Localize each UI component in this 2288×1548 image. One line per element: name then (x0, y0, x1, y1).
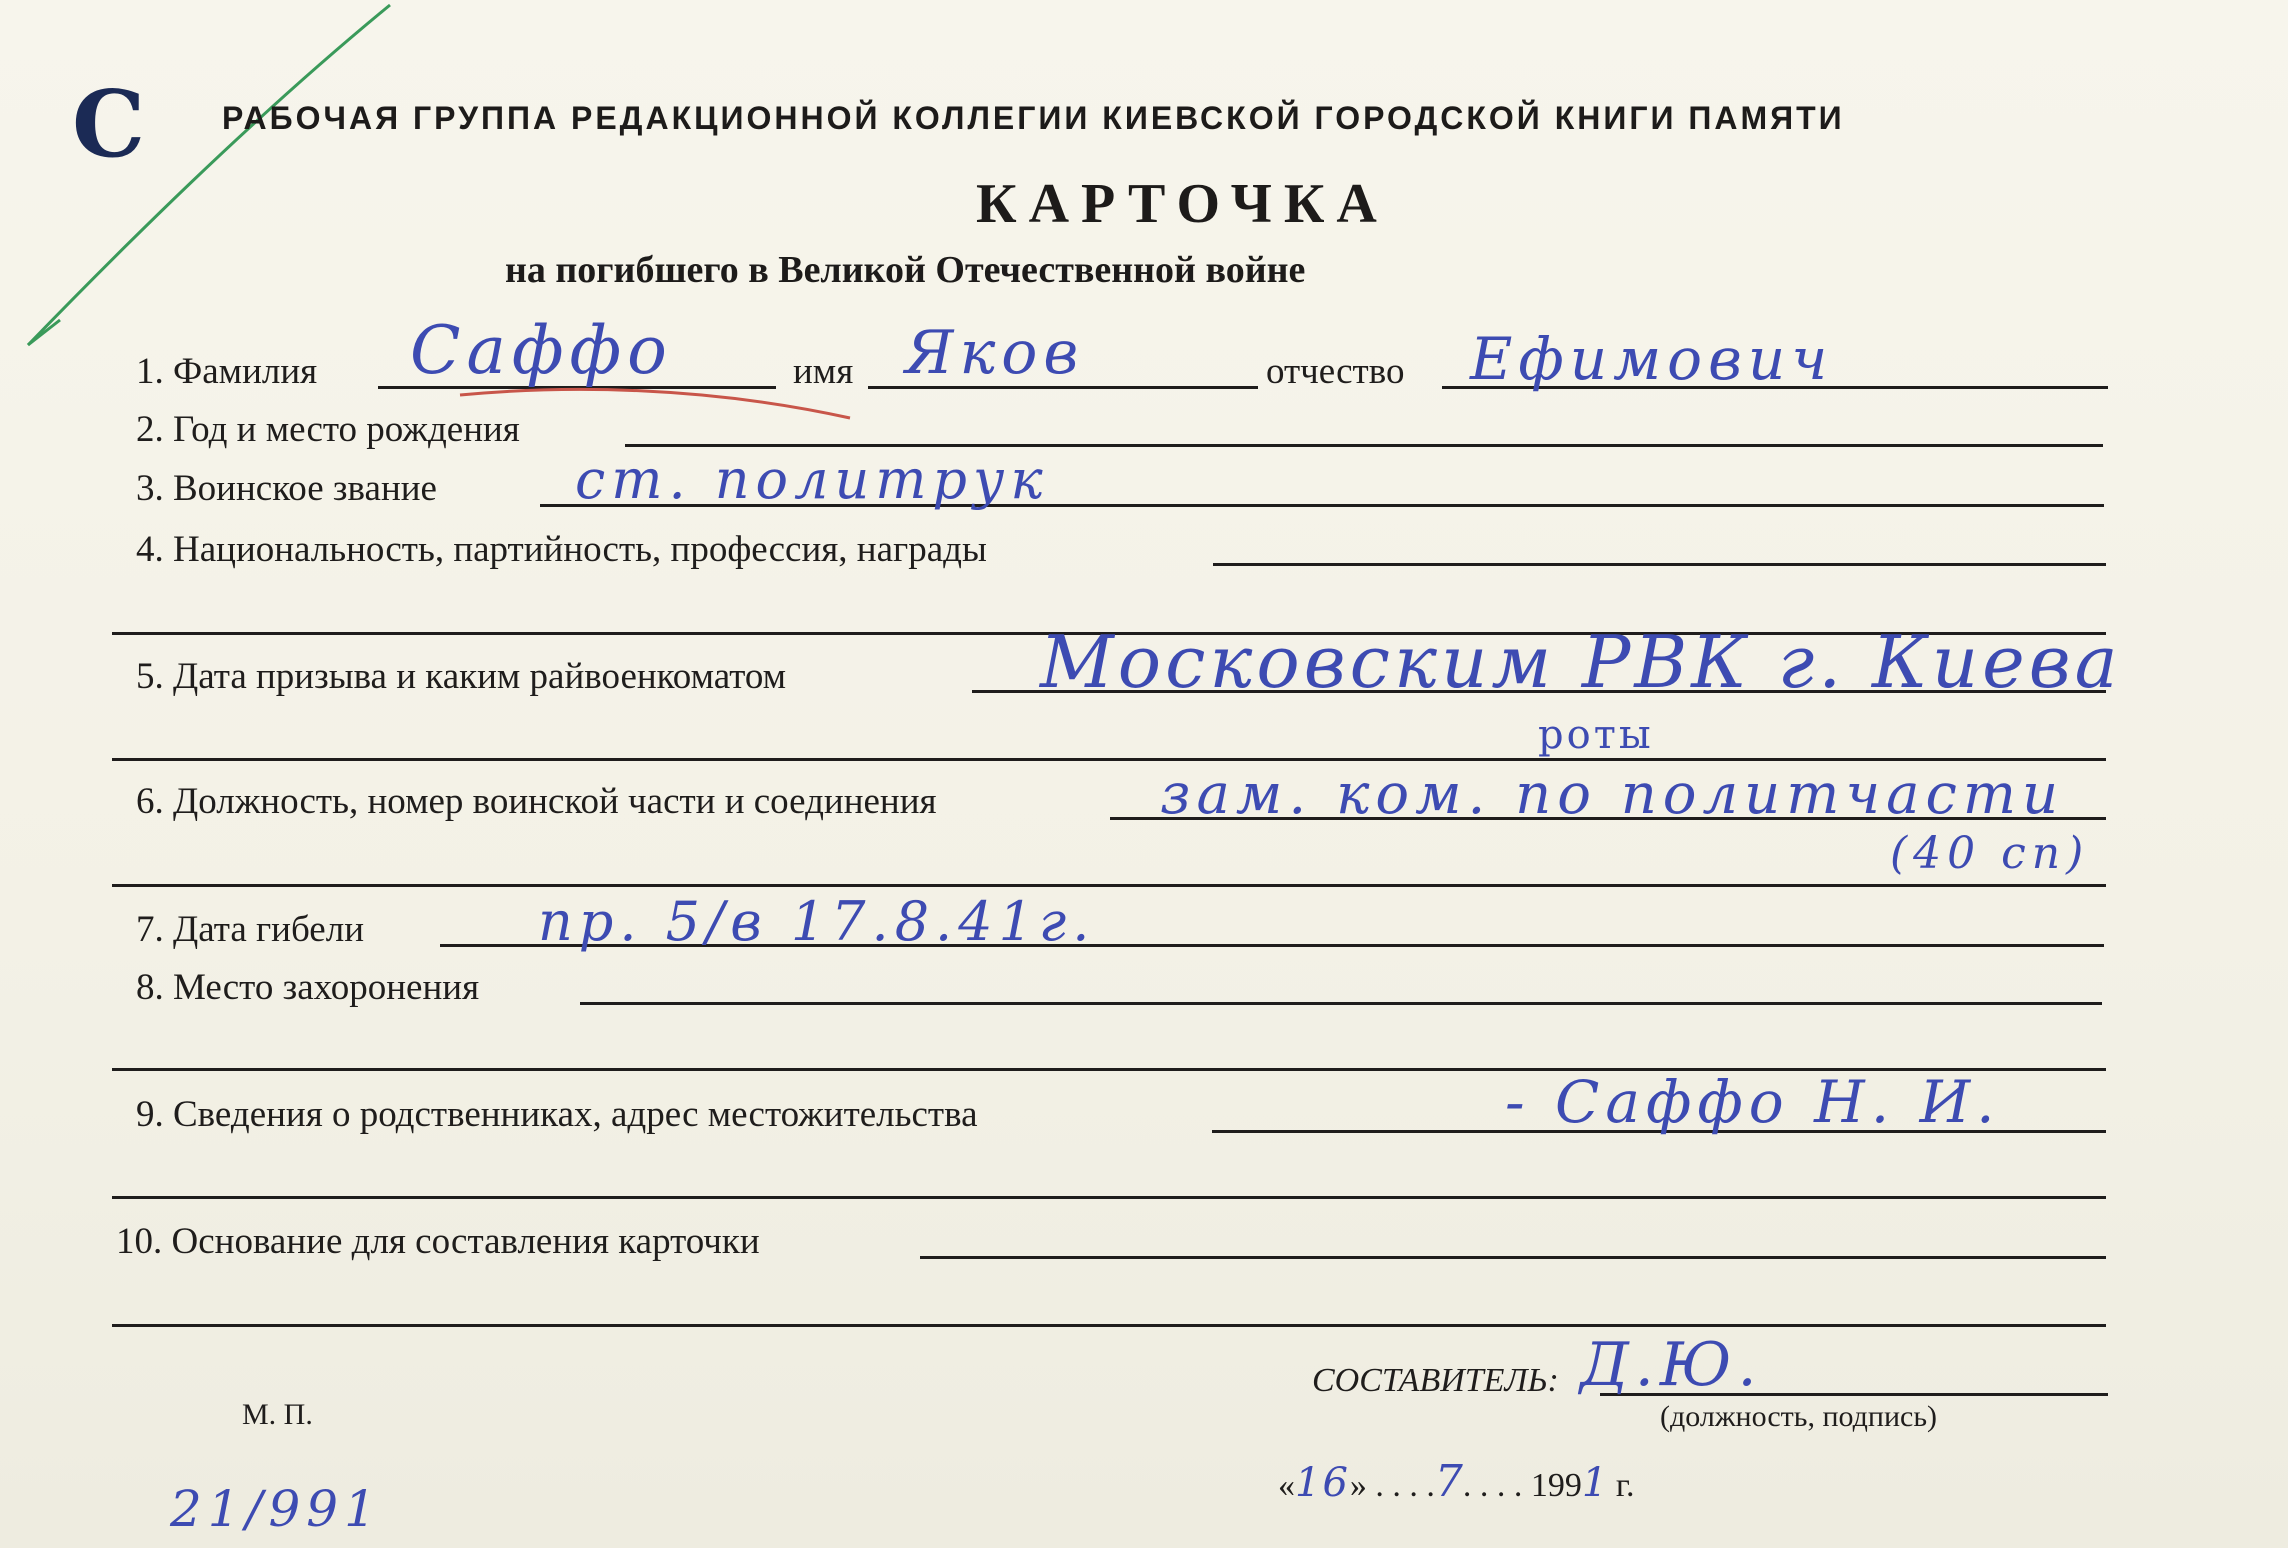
field-8-line (580, 1002, 2102, 1005)
field-9-line-2 (112, 1196, 2106, 1199)
field-6-label: 6. Должность, номер воинской части и соединения (136, 781, 937, 822)
green-check-mark (0, 0, 420, 360)
field-10-label: 10. Основание для составления карточки (116, 1221, 760, 1262)
hand-day: 16 (1295, 1460, 1350, 1506)
hand-first-name: Яков (905, 318, 1085, 388)
compiler-hint: (должность, подпись) (1660, 1400, 1938, 1433)
field-3-label: 3. Воинское звание (136, 468, 437, 509)
field-8-label: 8. Место захоронения (136, 967, 480, 1008)
field-2-line (625, 444, 2103, 447)
hand-relatives: - Саффо Н. И. (1505, 1068, 2001, 1136)
year-prefix: 199 (1530, 1467, 1582, 1504)
card-subtitle: на погибшего в Великой Отечественной войне (505, 249, 1306, 291)
hand-signature: Д.Ю. (1580, 1330, 1763, 1400)
hand-position: зам. ком. по политчасти (1160, 762, 2065, 827)
date-dots: . . . . (1375, 1467, 1435, 1504)
field-patronymic-label: отчество (1266, 351, 1405, 392)
date-line (1278, 1456, 1634, 1507)
field-5-line-2 (112, 758, 2106, 761)
card-title: КАРТОЧКА (976, 173, 1389, 235)
hand-rank: ст. политрук (575, 448, 1049, 511)
stamp-place-label: М. П. (242, 1398, 313, 1431)
date-dots-after: . . . . (1462, 1467, 1523, 1504)
field-7-label: 7. Дата гибели (136, 909, 364, 950)
hand-patronymic: Ефимович (1470, 325, 1834, 393)
hand-position-insert: роты (1538, 712, 1654, 758)
date-mid-quote: » (1349, 1467, 1376, 1504)
field-10-line-2 (112, 1324, 2106, 1327)
year-suffix-label: г. (1615, 1467, 1635, 1504)
field-4-line (1213, 563, 2106, 566)
hand-bottom-number: 21/991 (170, 1480, 382, 1538)
hand-unit: (40 сп) (1890, 828, 2090, 879)
field-1-label: 1. Фамилия (136, 351, 318, 392)
hand-surname: Саффо (410, 312, 673, 389)
field-4-label: 4. Национальность, партийность, профессия, награды (136, 529, 987, 570)
corner-mark: С (72, 70, 146, 178)
org-header: РАБОЧАЯ ГРУППА РЕДАКЦИОННОЙ КОЛЛЕГИИ КИЕВСКОЙ ГОРОДСКОЙ КНИГИ ПАМЯТИ (222, 100, 1845, 136)
field-10-line (920, 1256, 2106, 1259)
hand-year-suffix: 1 (1581, 1460, 1608, 1506)
field-5-label: 5. Дата призыва и каким райвоенкоматом (136, 656, 787, 697)
field-6-line-2 (112, 884, 2106, 887)
hand-enlistment: Московским РВК г. Киева (1040, 620, 2122, 704)
field-2-label: 2. Год и место рождения (136, 409, 520, 450)
field-name-label: имя (793, 351, 854, 392)
compiler-label: СОСТАВИТЕЛЬ: (1312, 1362, 1559, 1399)
date-open-quote: « (1278, 1467, 1295, 1504)
hand-death-date: пр. 5/в 17.8.41г. (538, 890, 1096, 953)
field-9-label: 9. Сведения о родственниках, адрес местожительства (136, 1094, 978, 1135)
hand-month: 7 (1434, 1456, 1463, 1507)
